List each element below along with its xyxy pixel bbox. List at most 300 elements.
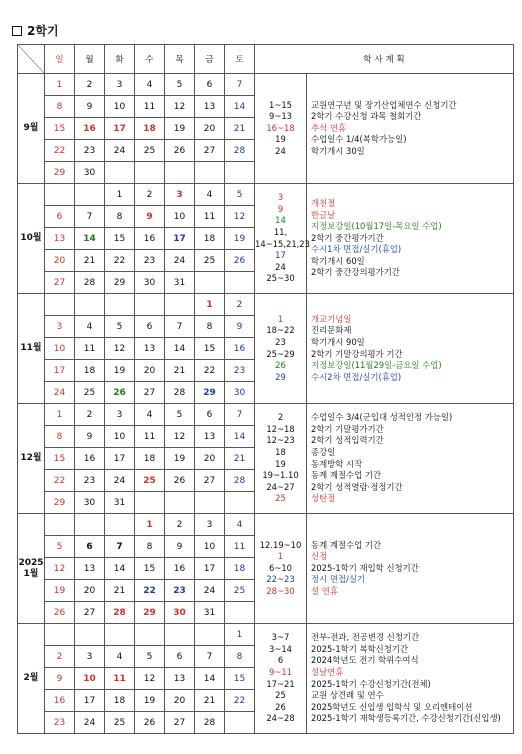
day-cell: 13 [135, 338, 165, 360]
day-cell: 6 [195, 74, 225, 96]
day-cell: 31 [165, 272, 195, 294]
event-date: 9~11 [268, 666, 292, 677]
day-cell: 15 [195, 338, 225, 360]
day-cell: 10 [165, 206, 195, 228]
event-dates [255, 624, 307, 734]
event-dates [255, 74, 307, 184]
day-cell: 11 [135, 96, 165, 118]
day-cell: 25 [225, 580, 255, 602]
day-cell: 23 [135, 250, 165, 272]
weekday-thu: 목 [165, 45, 195, 74]
day-cell [165, 624, 195, 646]
day-cell: 27 [45, 272, 75, 294]
day-cell: 1 [195, 294, 225, 316]
event-date: 23 [275, 336, 286, 347]
day-cell: 24 [105, 470, 135, 492]
month-label: 11월 [18, 294, 45, 404]
day-cell: 2 [75, 74, 105, 96]
event-text: 전부-전과, 전공변경 신청기간 [311, 632, 420, 643]
day-cell: 7 [225, 404, 255, 426]
event-date: 24~27 [266, 481, 295, 492]
event-date: 28~30 [266, 585, 295, 596]
event-list [307, 74, 514, 184]
day-cell: 9 [75, 426, 105, 448]
event-text: 종강일 [311, 446, 336, 457]
event-date: 24 [275, 261, 286, 272]
month-label: 2월 [18, 624, 45, 734]
day-cell: 29 [45, 162, 75, 184]
day-cell: 14 [75, 228, 105, 250]
day-cell: 30 [75, 492, 105, 514]
day-cell: 1 [225, 624, 255, 646]
day-cell: 26 [135, 712, 165, 734]
event-date: 1~15 [268, 99, 292, 110]
day-cell [195, 624, 225, 646]
section-title-text: 2학기 [27, 24, 59, 38]
day-cell: 13 [45, 228, 75, 250]
day-cell: 29 [195, 382, 225, 404]
day-cell: 22 [45, 470, 75, 492]
event-text: 2학기 중간강의평가기간 [311, 267, 400, 278]
day-cell: 20 [75, 580, 105, 602]
day-cell: 8 [45, 426, 75, 448]
day-cell: 22 [105, 250, 135, 272]
day-cell [75, 514, 105, 536]
day-cell: 24 [105, 140, 135, 162]
event-date: 3~14 [268, 643, 292, 654]
event-text: 교원 상견례 및 연수 [311, 690, 384, 701]
day-cell [165, 162, 195, 184]
day-cell: 25 [135, 140, 165, 162]
day-cell: 5 [225, 184, 255, 206]
day-cell: 5 [165, 404, 195, 426]
day-cell: 1 [45, 404, 75, 426]
day-cell [105, 162, 135, 184]
day-cell: 30 [165, 602, 195, 624]
event-text: 설 연휴 [311, 585, 338, 596]
day-cell: 17 [45, 360, 75, 382]
day-cell [165, 492, 195, 514]
event-date: 12~23 [266, 435, 295, 446]
day-cell: 16 [135, 228, 165, 250]
day-cell: 17 [75, 690, 105, 712]
event-date: 29 [275, 371, 286, 382]
event-text: 개교기념일 [311, 313, 352, 324]
month-label: 12월 [18, 404, 45, 514]
day-cell: 17 [165, 228, 195, 250]
day-cell: 21 [75, 250, 105, 272]
event-dates [255, 514, 307, 624]
day-cell: 10 [195, 536, 225, 558]
event-date: 3~7 [271, 632, 290, 643]
day-cell: 5 [135, 646, 165, 668]
day-cell: 8 [105, 206, 135, 228]
event-text: 학기개시 60일 [311, 255, 365, 266]
event-text: 지정보강일(11월29일-금요일 수업) [311, 360, 442, 371]
day-cell: 7 [195, 646, 225, 668]
day-cell: 20 [195, 448, 225, 470]
day-cell [105, 624, 135, 646]
event-date: 25~29 [266, 348, 295, 359]
header-row [18, 45, 514, 74]
day-cell [195, 492, 225, 514]
day-cell: 21 [165, 360, 195, 382]
day-cell [225, 602, 255, 624]
event-text: 2025-1학기 재학생등록기간, 수강신청기간(신입생) [311, 713, 501, 724]
event-text: 수시1차 면접/실기(휴업) [311, 244, 402, 255]
day-cell: 5 [105, 316, 135, 338]
day-cell: 4 [225, 514, 255, 536]
event-date: 25~30 [266, 273, 295, 284]
week-row [18, 74, 514, 96]
day-cell: 3 [105, 404, 135, 426]
event-list [307, 294, 514, 404]
event-date: 24~28 [266, 713, 295, 724]
day-cell: 1 [45, 74, 75, 96]
day-cell: 13 [165, 668, 195, 690]
week-row [18, 404, 514, 426]
event-list [307, 404, 514, 514]
event-text: 성탄절 [311, 493, 336, 504]
day-cell: 16 [225, 338, 255, 360]
day-cell: 30 [225, 382, 255, 404]
event-date: 18 [275, 446, 286, 457]
day-cell: 27 [165, 712, 195, 734]
day-cell: 19 [135, 690, 165, 712]
day-cell [165, 294, 195, 316]
day-cell: 4 [75, 316, 105, 338]
month-label: 10월 [18, 184, 45, 294]
day-cell: 19 [165, 118, 195, 140]
day-cell: 21 [195, 690, 225, 712]
event-text: 추석 연휴 [311, 122, 347, 133]
day-cell: 23 [225, 360, 255, 382]
day-cell: 10 [45, 338, 75, 360]
event-date: 24 [275, 145, 286, 156]
day-cell [105, 294, 135, 316]
day-cell [225, 712, 255, 734]
day-cell: 15 [225, 668, 255, 690]
day-cell [225, 492, 255, 514]
day-cell: 26 [105, 382, 135, 404]
day-cell: 3 [75, 646, 105, 668]
day-cell: 3 [45, 316, 75, 338]
day-cell: 11 [105, 668, 135, 690]
day-cell [75, 184, 105, 206]
weekday-tue: 화 [105, 45, 135, 74]
day-cell: 12 [165, 96, 195, 118]
day-cell [75, 624, 105, 646]
day-cell: 3 [195, 514, 225, 536]
weekday-wed: 수 [135, 45, 165, 74]
day-cell: 4 [195, 184, 225, 206]
day-cell: 13 [195, 96, 225, 118]
day-cell: 6 [135, 316, 165, 338]
event-text: 2025-1학기 재입학 신청기간 [311, 562, 419, 573]
event-date: 12~18 [266, 423, 295, 434]
day-cell: 11 [195, 206, 225, 228]
event-date: 1 [277, 551, 284, 562]
day-cell: 6 [165, 646, 195, 668]
day-cell: 6 [195, 404, 225, 426]
event-date: 19~1.10 [262, 470, 299, 481]
academic-calendar-table [17, 44, 514, 734]
day-cell: 14 [165, 338, 195, 360]
day-cell: 21 [105, 580, 135, 602]
event-date: 26 [275, 360, 286, 371]
day-cell: 22 [225, 690, 255, 712]
event-text: 신정 [311, 551, 328, 562]
day-cell: 3 [105, 74, 135, 96]
day-cell: 25 [135, 470, 165, 492]
event-date: 9~13 [268, 111, 292, 122]
event-date: 2 [277, 412, 284, 423]
day-cell: 17 [195, 558, 225, 580]
event-dates [255, 294, 307, 404]
weekday-mon: 월 [75, 45, 105, 74]
day-cell: 29 [45, 492, 75, 514]
day-cell: 15 [45, 448, 75, 470]
week-row [18, 184, 514, 206]
day-cell: 2 [165, 514, 195, 536]
day-cell: 23 [165, 580, 195, 602]
day-cell: 10 [75, 668, 105, 690]
day-cell: 21 [225, 118, 255, 140]
day-cell: 29 [135, 602, 165, 624]
event-date: 9 [277, 203, 284, 214]
day-cell [225, 272, 255, 294]
day-cell: 20 [135, 360, 165, 382]
day-cell: 25 [105, 712, 135, 734]
day-cell [105, 514, 135, 536]
event-text: 교원연구년 및 장기산업체연수 신청기간 [311, 99, 457, 110]
day-cell: 24 [165, 250, 195, 272]
event-text: 2025-1학기 수강신청기간(전체) [311, 678, 431, 689]
week-row [18, 514, 514, 536]
month-label: 2025 1월 [18, 514, 45, 624]
day-cell: 18 [135, 118, 165, 140]
day-cell: 29 [105, 272, 135, 294]
event-text: 2025학년도 신입생 입학식 및 오리엔테이션 [311, 701, 473, 712]
day-cell: 12 [105, 338, 135, 360]
day-cell: 20 [195, 118, 225, 140]
day-cell: 8 [225, 646, 255, 668]
day-cell: 4 [135, 404, 165, 426]
day-cell: 7 [75, 206, 105, 228]
event-dates [255, 404, 307, 514]
event-text: 2학기 수강신청 과목 철회기간 [311, 111, 422, 122]
event-text: 2학기 기말평가기간 [311, 423, 384, 434]
day-cell: 22 [135, 580, 165, 602]
day-cell: 27 [195, 140, 225, 162]
day-cell: 15 [135, 558, 165, 580]
day-cell: 20 [165, 690, 195, 712]
event-text: 동계방학 시작 [311, 458, 363, 469]
section-title [12, 22, 59, 39]
day-cell: 31 [105, 492, 135, 514]
day-cell: 26 [225, 250, 255, 272]
event-text: 동계 계절수업 기간 [311, 539, 382, 550]
day-cell: 22 [195, 360, 225, 382]
day-cell: 18 [75, 360, 105, 382]
day-cell: 28 [225, 140, 255, 162]
event-date: 17 [275, 250, 286, 261]
day-cell: 28 [165, 382, 195, 404]
day-cell: 13 [195, 426, 225, 448]
day-cell: 12 [165, 426, 195, 448]
day-cell: 8 [195, 316, 225, 338]
day-cell: 1 [135, 514, 165, 536]
plan-header: 학 사 계 획 [255, 45, 514, 74]
day-cell: 12 [135, 668, 165, 690]
day-cell: 16 [45, 690, 75, 712]
day-cell: 9 [135, 206, 165, 228]
day-cell: 4 [135, 74, 165, 96]
event-date: 6 [277, 655, 284, 666]
day-cell: 14 [225, 426, 255, 448]
weekday-sat: 토 [225, 45, 255, 74]
event-text: 설날연휴 [311, 666, 344, 677]
event-date: 19 [275, 458, 286, 469]
day-cell [45, 514, 75, 536]
week-row [18, 624, 514, 646]
day-cell: 11 [135, 426, 165, 448]
day-cell: 12 [225, 206, 255, 228]
event-text: 수업일수 3/4(군입대 성적인정 가능일) [311, 412, 453, 423]
day-cell: 5 [45, 536, 75, 558]
day-cell: 12 [45, 558, 75, 580]
day-cell: 19 [165, 448, 195, 470]
day-cell: 24 [195, 580, 225, 602]
day-cell: 30 [75, 162, 105, 184]
event-date: 22~23 [266, 574, 295, 585]
day-cell: 9 [45, 668, 75, 690]
weekday-sun: 일 [45, 45, 75, 74]
month-label: 9월 [18, 74, 45, 184]
event-text: 2학기 성적입력기간 [311, 435, 384, 446]
day-cell: 15 [45, 118, 75, 140]
day-cell: 27 [75, 602, 105, 624]
event-list [307, 624, 514, 734]
weekday-fri: 금 [195, 45, 225, 74]
event-date: 25 [275, 493, 286, 504]
day-cell: 22 [45, 140, 75, 162]
day-cell: 10 [105, 96, 135, 118]
event-text: 진리문화제 [311, 325, 352, 336]
day-cell: 10 [105, 426, 135, 448]
week-row [18, 294, 514, 316]
day-cell: 18 [195, 228, 225, 250]
event-date: 3 [277, 192, 284, 203]
event-date: 14 [275, 215, 286, 226]
event-text: 2학기 성적열람·정정기간 [311, 481, 403, 492]
event-text: 정시 면접/실기 [311, 574, 366, 585]
day-cell [45, 624, 75, 646]
day-cell: 23 [75, 140, 105, 162]
event-list [307, 514, 514, 624]
event-text: 동계 계절수업 기간 [311, 470, 382, 481]
day-cell [45, 184, 75, 206]
event-text: 2학기 중간평가기간 [311, 232, 384, 243]
day-cell: 25 [195, 250, 225, 272]
day-cell: 3 [165, 184, 195, 206]
event-date: 6~10 [268, 562, 292, 573]
event-date: 12.19~10 [259, 539, 302, 550]
day-cell [195, 272, 225, 294]
day-cell: 11 [75, 338, 105, 360]
day-cell: 14 [225, 96, 255, 118]
day-cell: 6 [75, 536, 105, 558]
day-cell: 21 [225, 448, 255, 470]
event-text: 한글날 [311, 209, 336, 220]
event-date: 18~22 [266, 325, 295, 336]
event-date: 26 [275, 701, 286, 712]
event-text: 개천절 [311, 197, 336, 208]
event-text: 수시2차 면접/실기(휴업) [311, 371, 402, 382]
day-cell: 17 [105, 448, 135, 470]
day-cell: 7 [165, 316, 195, 338]
day-cell: 25 [75, 382, 105, 404]
day-cell: 26 [45, 602, 75, 624]
checkbox-icon [12, 26, 22, 36]
day-cell: 16 [165, 558, 195, 580]
day-cell: 7 [105, 536, 135, 558]
event-list [307, 184, 514, 294]
corner-cell [18, 45, 45, 74]
day-cell: 5 [165, 74, 195, 96]
day-cell: 2 [75, 404, 105, 426]
event-text: 2025-1학기 복학신청기간 [311, 643, 409, 654]
day-cell: 7 [225, 74, 255, 96]
event-date: 25 [275, 690, 286, 701]
day-cell: 14 [195, 668, 225, 690]
day-cell [75, 294, 105, 316]
event-date: 19 [275, 134, 286, 145]
event-date: 17~21 [266, 678, 295, 689]
day-cell: 14 [105, 558, 135, 580]
day-cell: 20 [45, 250, 75, 272]
day-cell: 17 [105, 118, 135, 140]
event-text: 2학기 기말강의평가 기간 [311, 348, 403, 359]
day-cell: 28 [195, 712, 225, 734]
day-cell: 8 [45, 96, 75, 118]
day-cell: 28 [75, 272, 105, 294]
day-cell: 9 [225, 316, 255, 338]
day-cell: 9 [75, 96, 105, 118]
day-cell: 27 [135, 382, 165, 404]
day-cell: 19 [45, 580, 75, 602]
day-cell: 30 [135, 272, 165, 294]
day-cell: 18 [105, 690, 135, 712]
event-date: 16~18 [266, 122, 295, 133]
day-cell: 16 [75, 118, 105, 140]
day-cell [135, 162, 165, 184]
day-cell: 16 [75, 448, 105, 470]
day-cell: 2 [135, 184, 165, 206]
day-cell [225, 162, 255, 184]
day-cell: 19 [225, 228, 255, 250]
event-text: 지정보강일(10월17일-목요일 수업) [311, 221, 442, 232]
event-date: 1 [277, 313, 284, 324]
day-cell: 2 [45, 646, 75, 668]
day-cell: 23 [75, 470, 105, 492]
event-text: 2024학년도 전기 학위수여식 [311, 655, 419, 666]
day-cell: 26 [165, 140, 195, 162]
day-cell [135, 492, 165, 514]
day-cell: 18 [225, 558, 255, 580]
day-cell [195, 162, 225, 184]
day-cell [135, 624, 165, 646]
